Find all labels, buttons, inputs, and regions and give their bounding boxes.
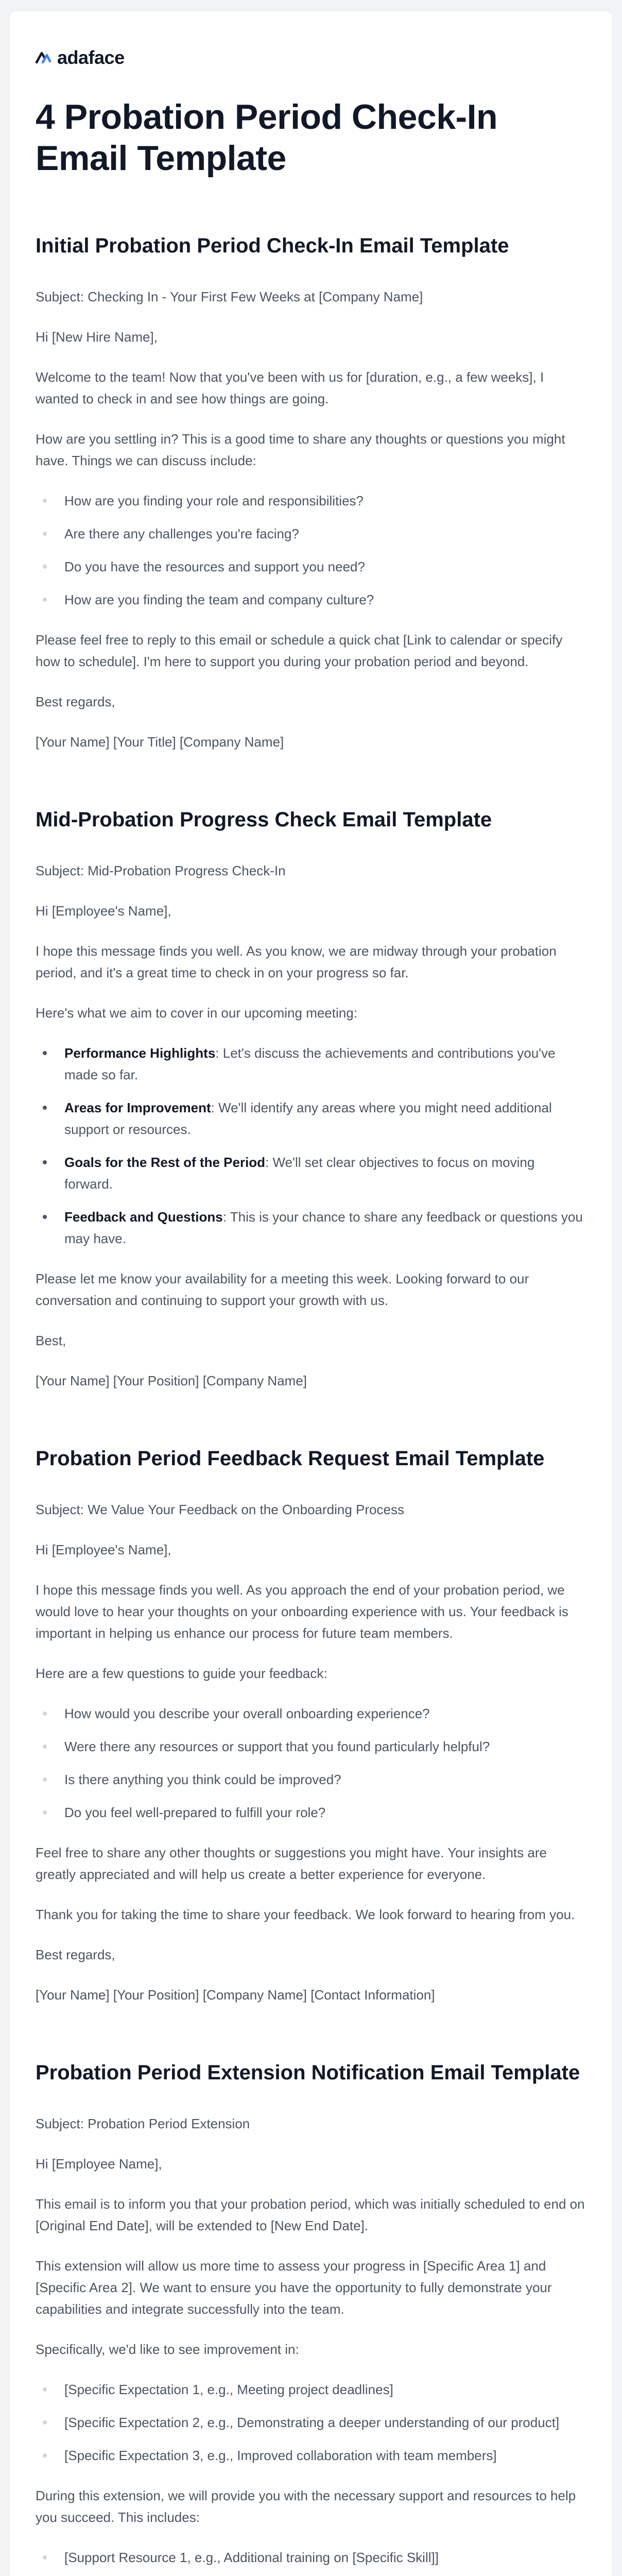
list-item: [Specific Expectation 1, e.g., Meeting project deadlines] [36,2379,586,2400]
section-title: Mid-Probation Progress Check Email Template [36,808,492,831]
section-title: Probation Period Feedback Request Email Template [36,1447,545,1470]
email-greeting: Hi [Employee's Name], [36,903,171,919]
email-subject: Subject: Probation Period Extension [36,2116,250,2131]
email-paragraph: I hope this message finds you well. As you approach the end of your probation period, we would love to hear your thoughts on your onboarding experience with us. Your feedback is important in helping us enhance our process for future team members. [36,1582,568,1641]
email-paragraph: I hope this message finds you well. As you know, we are midway through your probation period, and it's a great time to check in on your progress so far. [36,943,557,980]
email-subject: Subject: Checking In - Your First Few Weeks at [Company Name] [36,289,423,304]
email-paragraph: Here are a few questions to guide your feedback: [36,1666,327,1681]
email-paragraph: Here's what we aim to cover in our upcoming meeting: [36,1005,357,1021]
list-item-text: : We'll set clear objectives to focus on moving forward. [64,1155,535,1192]
list-item-text: : This is your chance to share any feedback or questions you may have. [64,1209,583,1246]
list-item-label: Goals for the Rest of the Period [64,1155,266,1170]
expectation-list [36,2379,586,2466]
question-list [36,1703,586,1823]
list-item: Is there anything you think could be improved? [36,1769,586,1790]
email-greeting: Hi [New Hire Name], [36,329,158,345]
list-item: How would you describe your overall onboarding experience? [36,1703,586,1724]
email-paragraph: During this extension, we will provide you with the necessary support and resources to help you succeed. This includes: [36,2488,576,2525]
list-item [36,1042,586,1086]
email-subject: Subject: Mid-Probation Progress Check-In [36,863,286,878]
list-item: [Specific Expectation 3, e.g., Improved collaboration with team members] [36,2445,586,2466]
discussion-list [36,490,586,611]
email-signature: [Your Name] [Your Position] [Company Name] [36,1373,307,1388]
email-greeting: Hi [Employee's Name], [36,1542,171,1557]
email-paragraph: This extension will allow us more time to assess your progress in [Specific Area 1] and [Specific Area 2]. We want to ensure you have the opportunity to fully demonstrate your capabilities and integrate successfully into the team. [36,2258,552,2317]
agenda-list [36,1042,586,1249]
support-resource-list [36,2547,586,2576]
list-item-text: : Let's discuss the achievements and contributions you've made so far. [64,1045,556,1082]
email-paragraph: Feel free to share any other thoughts or suggestions you might have. Your insights are greatly appreciated and will help us create a better experience for everyone. [36,1845,547,1882]
section-title: Initial Probation Period Check-In Email Template [36,234,509,257]
email-paragraph: Thank you for taking the time to share your feedback. We look forward to hearing from you. [36,1907,575,1922]
list-item: [Specific Expectation 2, e.g., Demonstrating a deeper understanding of our product] [36,2412,586,2433]
list-item: How are you finding your role and responsibilities? [36,490,586,512]
adaface-logo-icon [34,49,52,66]
list-item: How are you finding the team and company culture? [36,589,586,611]
brand-logo[interactable] [34,47,125,69]
list-item [36,1206,586,1249]
section-initial-check-in [36,233,586,753]
list-item: [Support Resource 1, e.g., Additional training on [Specific Skill]] [36,2547,586,2568]
content-card [9,10,613,2576]
list-item-text: : We'll identify any areas where you might need additional support or resources. [64,1100,552,1137]
email-paragraph: Welcome to the team! Now that you've been with us for [duration, e.g., a few weeks], I wanted to check in and see how things are going. [36,369,544,406]
list-item: Do you feel well-prepared to fulfill your role? [36,1802,586,1823]
email-signoff: Best, [36,1333,66,1348]
email-paragraph: This email is to inform you that your probation period, which was initially scheduled to end on [Original End Date], will be extended to [New End Date]. [36,2196,585,2233]
email-signature: [Your Name] [Your Title] [Company Name] [36,734,284,750]
list-item-label: Feedback and Questions [64,1209,223,1225]
section-feedback-request [36,1446,586,2006]
list-item: Were there any resources or support that you found particularly helpful? [36,1736,586,1757]
list-item-label: Areas for Improvement [64,1100,211,1115]
email-subject: Subject: We Value Your Feedback on the Onboarding Process [36,1502,404,1517]
email-paragraph: How are you settling in? This is a good time to share any thoughts or questions you might have. Things we can discuss include: [36,431,565,468]
email-signature: [Your Name] [Your Position] [Company Name] [Contact Information] [36,1987,435,2003]
section-mid-probation [36,807,586,1392]
email-paragraph: Please feel free to reply to this email or schedule a quick chat [Link to calendar or specify how to schedule]. I'm here to support you during your probation period and beyond. [36,632,563,669]
list-item: Are there any challenges you're facing? [36,523,586,545]
email-paragraph: Please let me know your availability for a meeting this week. Looking forward to our conversation and continuing to support your growth with us. [36,1271,529,1308]
list-item [36,1151,586,1195]
page-title: 4 Probation Period Check-In Email Template [36,97,498,178]
email-signoff: Best regards, [36,1947,115,1962]
section-extension-notification [36,2060,586,2576]
brand-name: adaface [57,47,125,68]
list-item-label: Performance Highlights [64,1045,216,1061]
list-item: Do you have the resources and support you need? [36,556,586,578]
email-greeting: Hi [Employee Name], [36,2156,162,2172]
email-paragraph: Specifically, we'd like to see improvement in: [36,2342,299,2357]
list-item [36,1097,586,1140]
email-signoff: Best regards, [36,694,115,709]
section-title: Probation Period Extension Notification Email Template [36,2061,580,2084]
